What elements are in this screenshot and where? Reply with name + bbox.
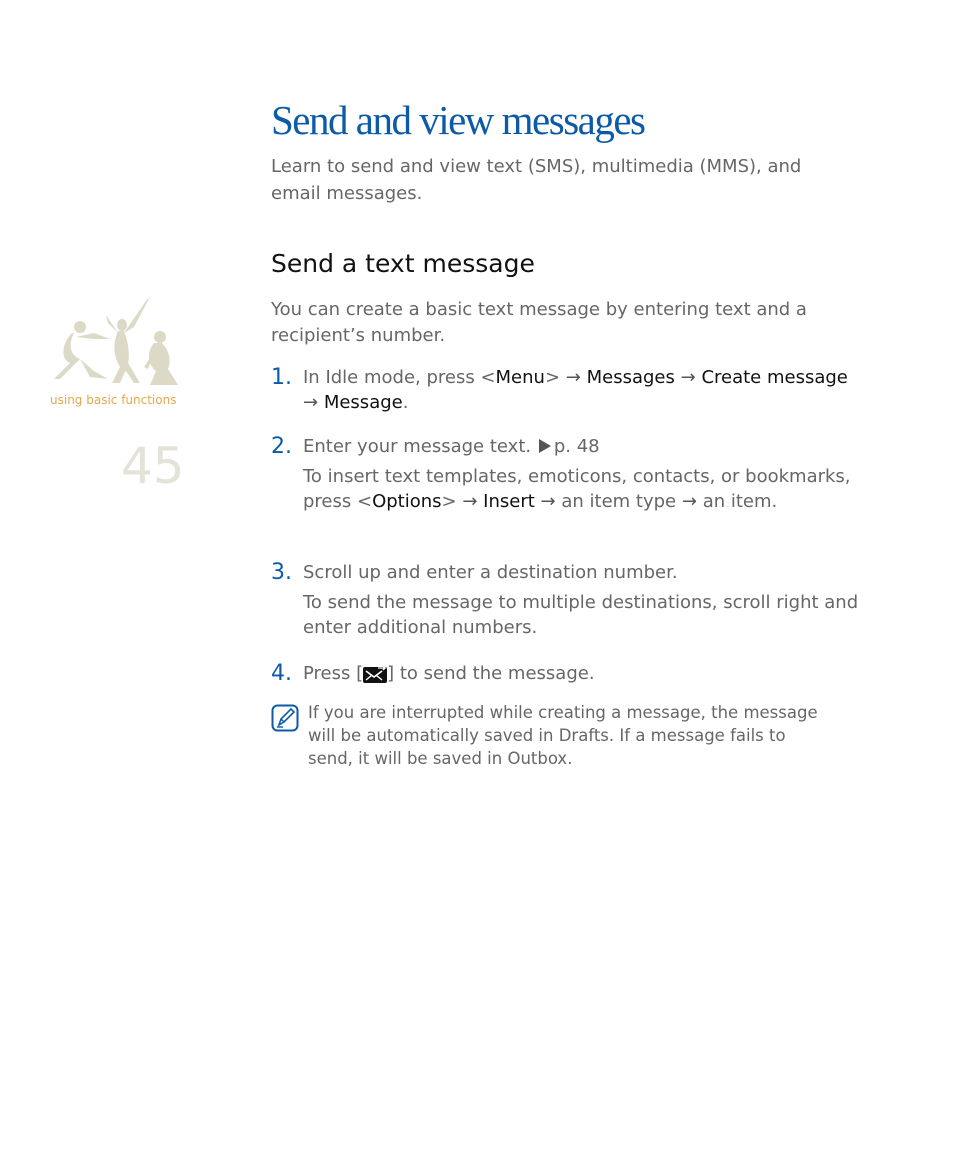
note-box: [271, 701, 831, 770]
arrow-icon: →: [303, 392, 319, 413]
step-main-text: Enter your message text.: [303, 436, 532, 457]
step-2: [271, 434, 861, 514]
section-label: using basic functions: [50, 393, 177, 407]
step-number: 3.: [271, 560, 292, 585]
page-reference: p. 48: [553, 436, 600, 457]
step-number: 1.: [271, 365, 292, 390]
page-number: 45: [121, 437, 185, 495]
step-3: [271, 560, 861, 640]
step-text-part: To insert text templates, emoticons, contacts, or bookmarks, press <: [303, 466, 851, 512]
step-number: 2.: [271, 434, 292, 459]
step-text-part: >: [544, 367, 566, 388]
step-subtext: To send the message to multiple destinations, scroll right and enter additional numbers.: [303, 592, 859, 638]
step-main-text: Scroll up and enter a destination number.: [303, 562, 678, 583]
create-message-menu-item: Create message: [701, 367, 848, 388]
arrow-icon: →: [462, 491, 478, 512]
step-text-part: ] to send the message.: [387, 663, 595, 684]
step-text: [303, 434, 861, 459]
step-text: [303, 365, 861, 415]
dancers-silhouette-icon: [50, 293, 184, 389]
messages-menu-item: Messages: [586, 367, 675, 388]
arrow-icon: →: [681, 491, 697, 512]
step-text-part: Press [: [303, 663, 364, 684]
arrow-icon: →: [680, 367, 696, 388]
menu-key: Menu: [495, 367, 545, 388]
page-title: Send and view messages: [271, 97, 645, 143]
note-text: If you are interrupted while creating a message, the message will be automatically saved in Drafts. If a message fails to send, it will be saved in Outbox.: [308, 703, 818, 768]
step-subtext: [303, 464, 861, 514]
step-number: 4.: [271, 661, 292, 686]
arrow-icon: →: [540, 491, 556, 512]
message-menu-item: Message: [323, 392, 403, 413]
step-text-part: an item type: [561, 491, 677, 512]
step-text-part: .: [402, 392, 409, 413]
step-1: [271, 365, 861, 415]
step-text: [303, 661, 861, 686]
step-text-part: In Idle mode, press <: [303, 367, 496, 388]
step-text-part: an item.: [702, 491, 778, 512]
note-pencil-icon: [271, 704, 299, 732]
arrow-icon: →: [565, 367, 581, 388]
page-intro: Learn to send and view text (SMS), multimedia (MMS), and email messages.: [271, 156, 802, 204]
page-reference-icon: [539, 439, 551, 453]
insert-menu-item: Insert: [483, 491, 535, 512]
section-intro: You can create a basic text message by entering text and a recipient’s number.: [271, 299, 807, 346]
section-heading: Send a text message: [271, 249, 535, 278]
send-key-icon: [363, 665, 387, 683]
step-text-part: >: [441, 491, 463, 512]
step-4: [271, 661, 861, 686]
options-key: Options: [372, 491, 442, 512]
